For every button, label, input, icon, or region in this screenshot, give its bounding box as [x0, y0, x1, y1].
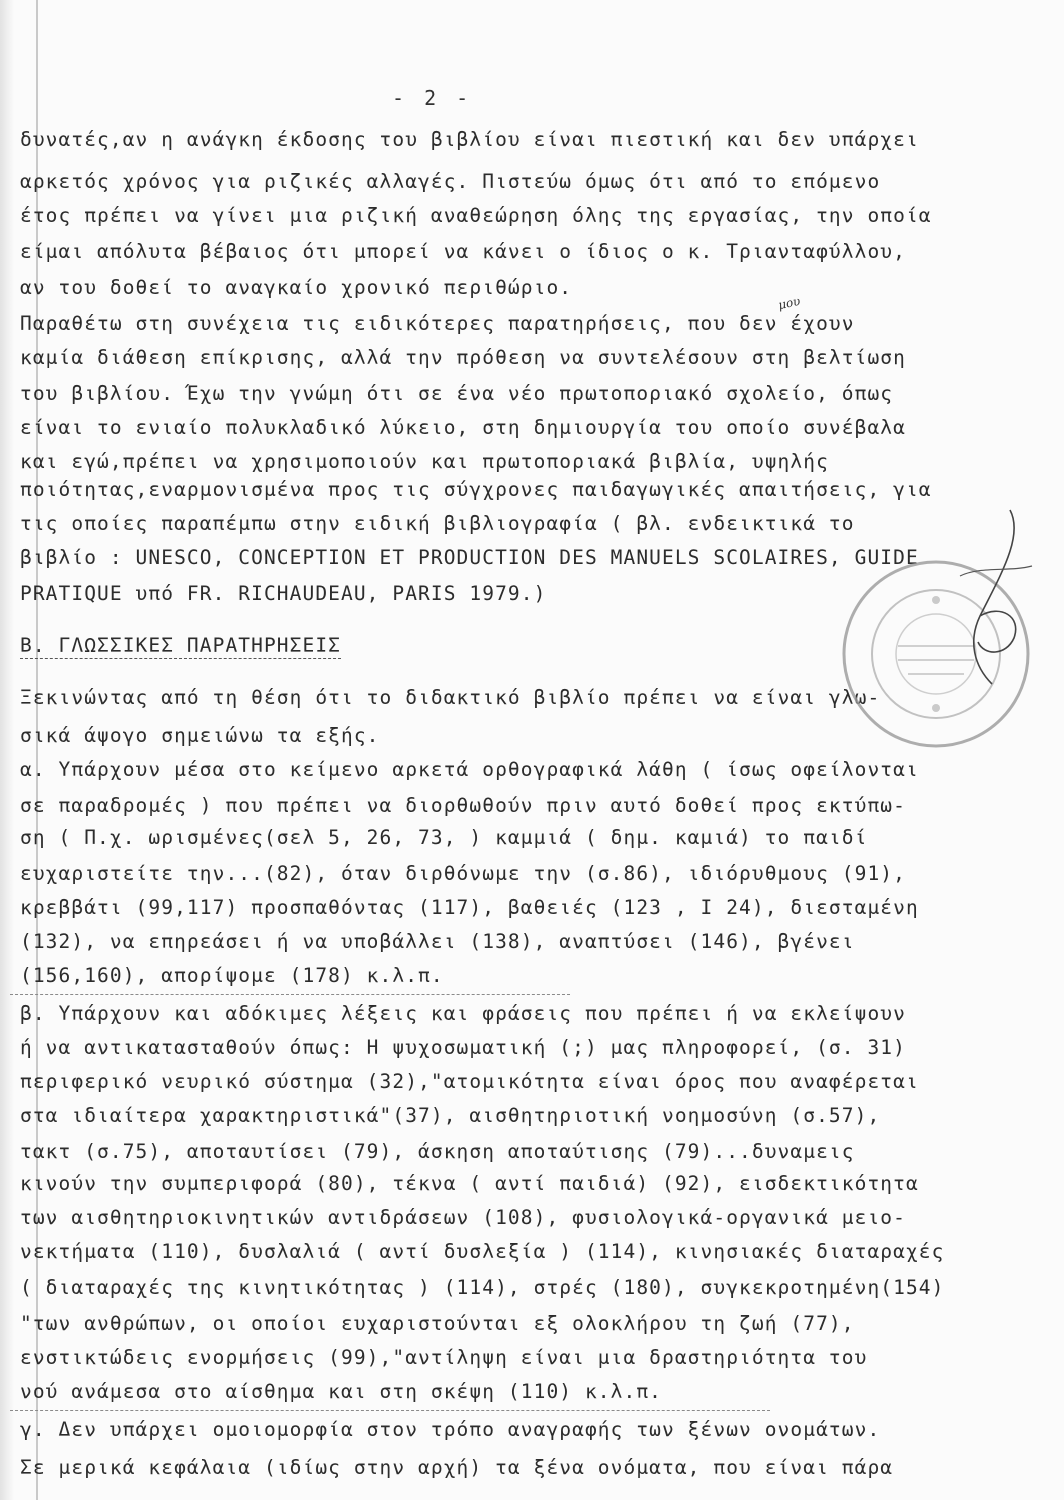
text-line: αν του δοθεί το αναγκαίο χρονικό περιθώριο.	[20, 276, 573, 299]
text-line: ( διαταραχές της κινητικότητας ) (114), στρές (180), συγκεκροτημένη(154)	[20, 1276, 945, 1299]
text-line: τις οποίες παραπέμπω στην ειδική βιβλιογραφία ( βλ. ενδεικτικά το	[20, 512, 855, 535]
text-line: (156,160), απορίψομε (178) κ.λ.π.	[20, 964, 444, 987]
handwritten-signature	[940, 506, 1040, 696]
text-line: ποιότητας,εναρμονισμένα προς τις σύγχρονες παιδαγωγικές απαιτήσεις, για	[20, 478, 932, 501]
text-line: καμία διάθεση επίκρισης, αλλά την πρόθεση να συντελέσουν στη βελτίωση	[20, 346, 906, 369]
text-line: και εγώ,πρέπει να χρησιμοποιούν και πρωτοποριακά βιβλία, υψηλής	[20, 450, 829, 473]
text-line: (132), να επηρεάσει ή να υποβάλλει (138), αναπτύσει (146), βγένει	[20, 930, 855, 953]
text-line: του βιβλίου. Έχω την γνώμη ότι σε ένα νέο πρωτοποριακό σχολείο, όπως	[20, 382, 894, 405]
divider-rule	[10, 1410, 770, 1411]
text-line: Παραθέτω στη συνέχεια τις ειδικότερες παρατηρήσεις, που δεν έχουν	[20, 312, 855, 335]
text-line: σικά άψογο σημειώνω τα εξής.	[20, 724, 380, 747]
text-line: Ξεκινώντας από τη θέση ότι το διδακτικό βιβλίο πρέπει να είναι γλω-	[20, 686, 881, 709]
text-line: τακτ (σ.75), αποταυτίσει (79), άσκηση αποταύτισης (79)...δυναμεις	[20, 1140, 855, 1163]
text-line: είμαι απόλυτα βέβαιος ότι μπορεί να κάνει ο ίδιος ο κ. Τριανταφύλλου,	[20, 240, 906, 263]
section-heading: Β. ΓΛΩΣΣΙΚΕΣ ΠΑΡΑΤΗΡΗΣΕΙΣ	[20, 634, 341, 657]
text-line: νεκτήματα (110), δυσλαλιά ( αντί δυσλεξία ) (114), κινησιακές διαταραχές	[20, 1240, 945, 1263]
page-number: - 2 -	[392, 86, 473, 110]
text-line: δυνατές,αν η ανάγκη έκδοσης του βιβλίου είναι πιεστική και δεν υπάρχει	[20, 128, 919, 151]
text-line: σε παραδρομές ) που πρέπει να διορθωθούν πριν αυτό δοθεί προς εκτύπω-	[20, 794, 906, 817]
text-line: κινούν την συμπεριφορά (80), τέκνα ( αντί παιδιά) (92), εισδεκτικότητα	[20, 1172, 919, 1195]
text-line: περιφερικό νευρικό σύστημα (32),"ατομικότητα είναι όρος που αναφέρεται	[20, 1070, 919, 1093]
text-line: β. Υπάρχουν και αδόκιμες λέξεις και φράσεις που πρέπει ή να εκλείψουν	[20, 1002, 906, 1025]
text-line: α. Υπάρχουν μέσα στο κείμενο αρκετά ορθογραφικά λάθη ( ίσως οφείλονται	[20, 758, 919, 781]
text-line: αρκετός χρόνος για ριζικές αλλαγές. Πιστεύω όμως ότι από το επόμενο	[20, 170, 881, 193]
text-line: PRATIQUE υπό FR. RICHAUDEAU, PARIS 1979.)	[20, 582, 547, 605]
text-line: είναι το ενιαίο πολυκλαδικό λύκειο, στη δημιουργία του οποίο συνέβαλα	[20, 416, 906, 439]
text-line: γ. Δεν υπάρχει ομοιομορφία στον τρόπο αναγραφής των ξένων ονομάτων.	[20, 1418, 881, 1441]
text-line: βιβλίο : UNESCO, CONCEPTION ET PRODUCTION DES MANUELS SCOLAIRES, GUIDE	[20, 546, 919, 569]
text-line: ευχαριστείτε την...(82), όταν διρθόνωμε την (σ.86), ιδιόρυθμους (91),	[20, 862, 906, 885]
text-line: κρεββάτι (99,117) προσπαθόντας (117), βαθειές (123 , I 24), διεσταμένη	[20, 896, 919, 919]
text-line: των αισθητηριοκινητικών αντιδράσεων (108), φυσιολογικά-οργανικά μειο-	[20, 1206, 906, 1229]
divider-rule	[10, 994, 570, 995]
handwritten-insertion: μου	[776, 293, 802, 313]
text-line: ενστικτώδεις ενορμήσεις (99),"αντίληψη είναι μια δραστηριότητα του	[20, 1346, 868, 1369]
text-line: ση ( Π.χ. ωρισμένες(σελ 5, 26, 73, ) καμμιά ( δημ. καμιά) το παιδί	[20, 826, 868, 849]
text-line: ή να αντικατασταθούν όπως: Η ψυχοσωματική (;) μας πληροφορεί, (σ. 31)	[20, 1036, 906, 1059]
text-line: έτος πρέπει να γίνει μια ριζική αναθεώρηση όλης της εργασίας, την οποία	[20, 204, 932, 227]
text-line: "των ανθρώπων, οι οποίοι ευχαριστούνται εξ ολοκλήρου τη ζωή (77),	[20, 1312, 855, 1335]
binding-shadow	[0, 0, 14, 1500]
text-line: στα ιδιαίτερα χαρακτηριστικά"(37), αισθητηριοτική νοημοσύνη (σ.57),	[20, 1104, 881, 1127]
text-line: νού ανάμεσα στο αίσθημα και στη σκέψη (110) κ.λ.π.	[20, 1380, 662, 1403]
text-line: Σε μερικά κεφάλαια (ιδίως στην αρχή) τα ξένα ονόματα, που είναι πάρα	[20, 1456, 894, 1479]
